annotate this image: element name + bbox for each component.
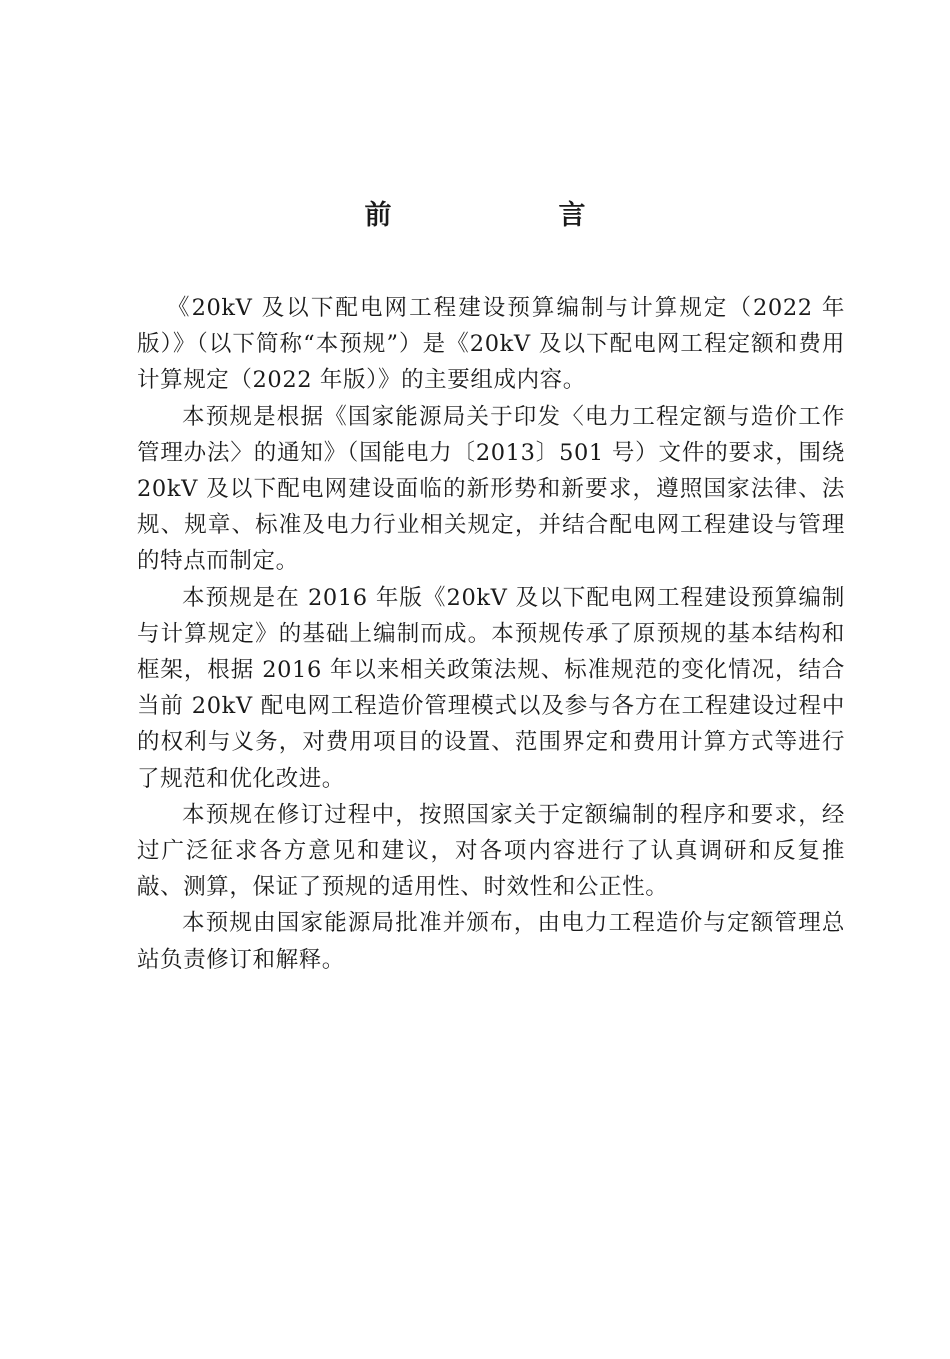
paragraph-3: 本预规是在 2016 年版《20kV 及以下配电网工程建设预算编制与计算规定》的基础上编制而成。本预规传承了原预规的基本结构和框架，根据 2016 年以来相关政策法规、标准规范的变化情况，结合当前 20kV 配电网工程造价管理模式以及参与各方在工程建设过程中的权利与义务，对费用项目的设置、范围界定和费用计算方式等进行了规范和优化改进。: [137, 584, 845, 792]
page-title: 前 言: [364, 200, 656, 231]
paragraph-5: 本预规由国家能源局批准并颁布，由电力工程造价与定额管理总站负责修订和解释。: [137, 910, 845, 973]
paragraph-4: 本预规在修订过程中，按照国家关于定额编制的程序和要求，经过广泛征求各方意见和建议，对各项内容进行了认真调研和反复推敲、测算，保证了预规的适用性、时效性和公正性。: [137, 801, 845, 901]
preface-body: [137, 290, 845, 978]
paragraph-2: 本预规是根据《国家能源局关于印发〈电力工程定额与造价工作管理办法〉的通知》（国能电力〔2013〕501 号）文件的要求，围绕 20kV 及以下配电网建设面临的新形势和新要求，遵照国家法律、法规、规章、标准及电力行业相关规定，并结合配电网工程建设与管理的特点而制定。: [137, 403, 845, 575]
paragraph-1: 《20kV 及以下配电网工程建设预算编制与计算规定（2022 年版）》（以下简称“本预规”）是《20kV 及以下配电网工程定额和费用计算规定（2022 年版）》的主要组成内容。: [137, 295, 845, 394]
